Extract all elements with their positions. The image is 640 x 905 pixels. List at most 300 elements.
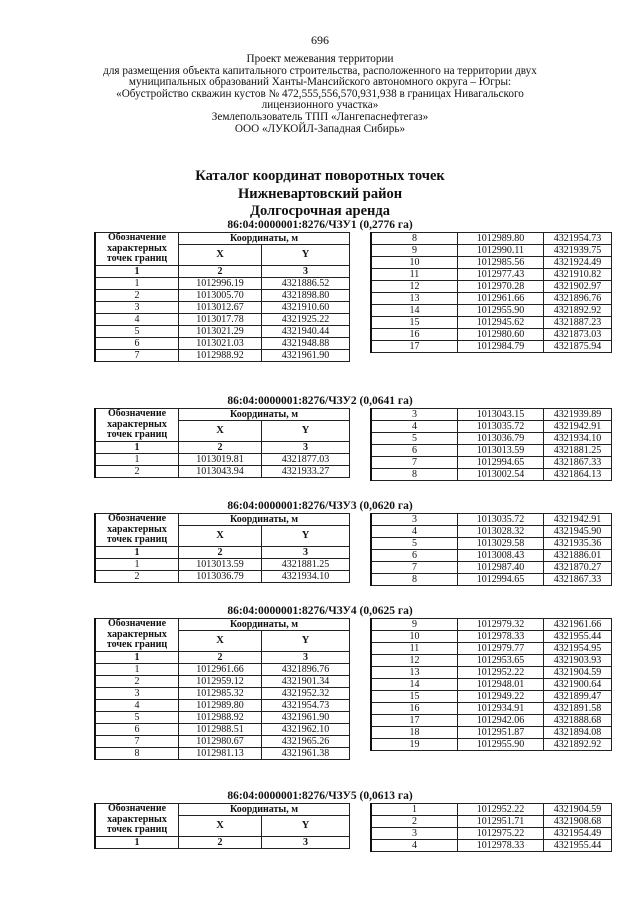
catalog-title: [0, 168, 640, 221]
y-coordinate: 4321892.92: [544, 305, 612, 317]
header-numbers-row: [95, 266, 350, 278]
point-number: 12: [371, 655, 458, 667]
title-line: Долгосрочная аренда: [250, 203, 390, 219]
table-row: [371, 679, 612, 691]
x-coordinate: 1012994.65: [458, 574, 544, 586]
x-coordinate: 1012988.92: [179, 712, 262, 724]
y-coordinate: 4321908.68: [544, 816, 612, 828]
point-number: 12: [371, 281, 458, 293]
table-row: [371, 269, 612, 281]
x-coordinate: 1012989.80: [458, 233, 544, 245]
x-coordinate: 1012978.33: [458, 631, 544, 643]
table-row: [371, 281, 612, 293]
header-column-number: 1: [95, 547, 179, 559]
header-point-label-line: характерных: [107, 242, 167, 254]
y-coordinate: 4321896.76: [262, 664, 350, 676]
table-row: [95, 454, 350, 466]
table-row: [371, 257, 612, 269]
table-row: [371, 816, 612, 828]
table-row: [95, 314, 350, 326]
section-title: 86:04:0000001:8276/ЧЗУ1 (0,2776 га): [227, 219, 413, 231]
header-x: X: [179, 631, 262, 652]
section-title: 86:04:0000001:8276/ЧЗУ2 (0,0641 га): [227, 395, 413, 407]
point-number: 19: [371, 739, 458, 751]
y-coordinate: 4321940.44: [262, 326, 350, 338]
x-coordinate: 1012980.60: [458, 329, 544, 341]
table-row: [371, 469, 612, 481]
x-coordinate: 1012948.01: [458, 679, 544, 691]
x-coordinate: 1012945.62: [458, 317, 544, 329]
table-row: [371, 233, 612, 245]
x-coordinate: 1013021.29: [179, 326, 262, 338]
point-number: 4: [371, 840, 458, 852]
header-numbers-row: [95, 547, 350, 559]
point-number: 1: [371, 804, 458, 816]
y-coordinate: 4321900.64: [544, 679, 612, 691]
x-coordinate: 1012942.06: [458, 715, 544, 727]
page-number: 696: [311, 33, 329, 47]
y-coordinate: 4321867.33: [544, 457, 612, 469]
table-row: [371, 727, 612, 739]
point-number: 17: [371, 341, 458, 353]
table-row: [371, 514, 612, 526]
point-number: 2: [95, 676, 179, 688]
y-coordinate: 4321939.89: [544, 409, 612, 421]
y-coordinate: 4321910.60: [262, 302, 350, 314]
header-point-label-line: Обозначение: [107, 618, 167, 630]
y-coordinate: 4321942.91: [544, 514, 612, 526]
table-row: [95, 559, 350, 571]
coordinates-table-right: [370, 618, 612, 751]
y-coordinate: 4321954.49: [544, 828, 612, 840]
point-number: 2: [95, 466, 179, 478]
point-number: 1: [95, 278, 179, 290]
point-number: 13: [371, 667, 458, 679]
point-number: 3: [95, 688, 179, 700]
table-row: [371, 828, 612, 840]
point-number: 15: [371, 317, 458, 329]
y-coordinate: 4321955.44: [544, 840, 612, 852]
header-column-number: 3: [262, 547, 350, 559]
header-point-label-line: Обозначение: [107, 803, 167, 815]
table-row: [371, 409, 612, 421]
header-point-label-line: Обозначение: [107, 408, 167, 420]
table-row: [371, 703, 612, 715]
table-row: [371, 619, 612, 631]
header-line: Проект межевания территории: [246, 53, 394, 65]
table-row: [371, 538, 612, 550]
y-coordinate: 4321935.36: [544, 538, 612, 550]
point-number: 16: [371, 703, 458, 715]
header-column-number: 2: [179, 266, 262, 278]
table-row: [371, 293, 612, 305]
header-numbers-row: [95, 837, 350, 849]
coordinates-table-left: [94, 232, 350, 362]
header-column-number: 1: [95, 442, 179, 454]
point-number: 3: [95, 302, 179, 314]
point-number: 3: [371, 409, 458, 421]
table-row: [95, 278, 350, 290]
y-coordinate: 4321961.38: [262, 748, 350, 760]
table-row: [371, 526, 612, 538]
table-row: [371, 574, 612, 586]
x-coordinate: 1012981.13: [179, 748, 262, 760]
header-y: Y: [262, 421, 350, 442]
x-coordinate: 1012994.65: [458, 457, 544, 469]
point-number: 10: [371, 257, 458, 269]
table-row: [371, 433, 612, 445]
table-row: [95, 466, 350, 478]
point-number: 2: [371, 816, 458, 828]
point-number: 6: [95, 338, 179, 350]
y-coordinate: 4321961.90: [262, 712, 350, 724]
x-coordinate: 1012951.87: [458, 727, 544, 739]
point-number: 11: [371, 643, 458, 655]
y-coordinate: 4321870.27: [544, 562, 612, 574]
header-point-label-line: характерных: [107, 523, 167, 535]
y-coordinate: 4321896.76: [544, 293, 612, 305]
x-coordinate: 1013021.03: [179, 338, 262, 350]
x-coordinate: 1013036.79: [458, 433, 544, 445]
point-number: 14: [371, 679, 458, 691]
header-y: Y: [262, 816, 350, 837]
point-number: 4: [371, 421, 458, 433]
table-row: [95, 571, 350, 583]
point-number: 5: [371, 433, 458, 445]
x-coordinate: 1012988.51: [179, 724, 262, 736]
point-number: 15: [371, 691, 458, 703]
y-coordinate: 4321962.10: [262, 724, 350, 736]
header-point-label-line: характерных: [107, 813, 167, 825]
point-number: 18: [371, 727, 458, 739]
section-title: 86:04:0000001:8276/ЧЗУ4 (0,0625 га): [227, 605, 413, 617]
header-column-number: 3: [262, 442, 350, 454]
x-coordinate: 1013036.79: [179, 571, 262, 583]
table-row: [95, 736, 350, 748]
header-column-number: 2: [179, 652, 262, 664]
table-row: [371, 329, 612, 341]
header-x: X: [179, 421, 262, 442]
y-coordinate: 4321924.49: [544, 257, 612, 269]
x-coordinate: 1012961.66: [179, 664, 262, 676]
point-number: 16: [371, 329, 458, 341]
x-coordinate: 1012989.80: [179, 700, 262, 712]
table-row: [95, 350, 350, 362]
point-number: 7: [95, 350, 179, 362]
table-row: [371, 550, 612, 562]
table-row: [371, 715, 612, 727]
header-numbers-row: [95, 652, 350, 664]
y-coordinate: 4321925.22: [262, 314, 350, 326]
x-coordinate: 1012949.22: [458, 691, 544, 703]
y-coordinate: 4321933.27: [262, 466, 350, 478]
x-coordinate: 1013043.94: [179, 466, 262, 478]
header-row: [95, 233, 350, 245]
coordinates-table-right: [370, 513, 612, 586]
x-coordinate: 1012951.71: [458, 816, 544, 828]
table-row: [95, 724, 350, 736]
point-number: 11: [371, 269, 458, 281]
header-column-number: 1: [95, 837, 179, 849]
header-point-label: [95, 409, 179, 442]
point-number: 9: [371, 245, 458, 257]
table-row: [371, 562, 612, 574]
y-coordinate: 4321873.03: [544, 329, 612, 341]
table-row: [371, 341, 612, 353]
y-coordinate: 4321901.34: [262, 676, 350, 688]
header-y: Y: [262, 245, 350, 266]
x-coordinate: 1013005.70: [179, 290, 262, 302]
x-coordinate: 1012990.11: [458, 245, 544, 257]
x-coordinate: 1012985.56: [458, 257, 544, 269]
table-row: [371, 840, 612, 852]
point-number: 8: [95, 748, 179, 760]
y-coordinate: 4321886.01: [544, 550, 612, 562]
table-row: [371, 691, 612, 703]
header-point-label-line: характерных: [107, 418, 167, 430]
point-number: 5: [95, 326, 179, 338]
title-line: Каталог координат поворотных точек: [195, 168, 445, 184]
header-line: муниципальных образований Ханты-Мансийского автономного округа – Югры:: [128, 76, 512, 89]
table-row: [371, 643, 612, 655]
x-coordinate: 1012955.90: [458, 305, 544, 317]
point-number: 5: [371, 538, 458, 550]
header-point-label-line: точек границ: [106, 253, 168, 265]
y-coordinate: 4321954.95: [544, 643, 612, 655]
y-coordinate: 4321894.08: [544, 727, 612, 739]
y-coordinate: 4321886.52: [262, 278, 350, 290]
x-coordinate: 1013012.67: [179, 302, 262, 314]
point-number: 7: [371, 457, 458, 469]
header-row: [95, 409, 350, 421]
header-column-number: 2: [179, 442, 262, 454]
coordinates-table-left: [94, 618, 350, 760]
coordinates-table-left: [94, 513, 350, 583]
header-column-number: 1: [95, 652, 179, 664]
x-coordinate: 1012934.91: [458, 703, 544, 715]
point-number: 7: [371, 562, 458, 574]
y-coordinate: 4321942.91: [544, 421, 612, 433]
x-coordinate: 1012952.22: [458, 667, 544, 679]
x-coordinate: 1013008.43: [458, 550, 544, 562]
y-coordinate: 4321881.25: [262, 559, 350, 571]
x-coordinate: 1012979.77: [458, 643, 544, 655]
x-coordinate: 1012952.22: [458, 804, 544, 816]
y-coordinate: 4321888.68: [544, 715, 612, 727]
section-title: 86:04:0000001:8276/ЧЗУ3 (0,0620 га): [227, 500, 413, 512]
header-column-number: 2: [179, 837, 262, 849]
header-column-number: 1: [95, 266, 179, 278]
x-coordinate: 1012953.65: [458, 655, 544, 667]
y-coordinate: 4321891.58: [544, 703, 612, 715]
y-coordinate: 4321939.75: [544, 245, 612, 257]
table-row: [371, 445, 612, 457]
table-row: [95, 338, 350, 350]
x-coordinate: 1012975.22: [458, 828, 544, 840]
header-column-number: 2: [179, 547, 262, 559]
header-numbers-row: [95, 442, 350, 454]
x-coordinate: 1012977.43: [458, 269, 544, 281]
x-coordinate: 1012979.32: [458, 619, 544, 631]
x-coordinate: 1013035.72: [458, 421, 544, 433]
y-coordinate: 4321867.33: [544, 574, 612, 586]
x-coordinate: 1013013.59: [179, 559, 262, 571]
point-number: 3: [371, 514, 458, 526]
header-point-label-line: точек границ: [106, 639, 168, 651]
table-row: [371, 739, 612, 751]
y-coordinate: 4321875.94: [544, 341, 612, 353]
y-coordinate: 4321961.90: [262, 350, 350, 362]
table-row: [95, 748, 350, 760]
x-coordinate: 1013043.15: [458, 409, 544, 421]
table-row: [95, 676, 350, 688]
header-line: «Обустройство скважин кустов № 472,555,556,570,931,938 в границах Нивагальского: [116, 87, 524, 100]
x-coordinate: 1012959.12: [179, 676, 262, 688]
header-row: [95, 514, 350, 526]
section-title: 86:04:0000001:8276/ЧЗУ5 (0,0613 га): [227, 790, 413, 802]
x-coordinate: 1012980.67: [179, 736, 262, 748]
point-number: 10: [371, 631, 458, 643]
header-point-label: [95, 804, 179, 837]
y-coordinate: 4321948.88: [262, 338, 350, 350]
y-coordinate: 4321934.10: [262, 571, 350, 583]
header-point-label-line: точек границ: [106, 534, 168, 546]
x-coordinate: 1012996.19: [179, 278, 262, 290]
point-number: 1: [95, 559, 179, 571]
table-row: [371, 457, 612, 469]
y-coordinate: 4321903.93: [544, 655, 612, 667]
point-number: 7: [95, 736, 179, 748]
table-row: [95, 712, 350, 724]
y-coordinate: 4321954.73: [262, 700, 350, 712]
y-coordinate: 4321902.97: [544, 281, 612, 293]
x-coordinate: 1012988.92: [179, 350, 262, 362]
point-number: 6: [371, 445, 458, 457]
x-coordinate: 1013017.78: [179, 314, 262, 326]
header-x: X: [179, 526, 262, 547]
point-number: 14: [371, 305, 458, 317]
point-number: 17: [371, 715, 458, 727]
table-row: [95, 302, 350, 314]
y-coordinate: 4321945.90: [544, 526, 612, 538]
y-coordinate: 4321910.82: [544, 269, 612, 281]
header-column-number: 3: [262, 266, 350, 278]
x-coordinate: 1012984.79: [458, 341, 544, 353]
header-line: ООО «ЛУКОЙЛ-Западная Сибирь»: [234, 122, 406, 135]
coordinates-table-right: [370, 803, 612, 852]
point-number: 8: [371, 233, 458, 245]
y-coordinate: 4321898.80: [262, 290, 350, 302]
header-point-label-line: характерных: [107, 628, 167, 640]
x-coordinate: 1012970.28: [458, 281, 544, 293]
x-coordinate: 1013035.72: [458, 514, 544, 526]
point-number: 2: [95, 571, 179, 583]
y-coordinate: 4321961.66: [544, 619, 612, 631]
header-line: лицензионного участка»: [261, 99, 379, 112]
x-coordinate: 1013028.32: [458, 526, 544, 538]
header-coordinates: Координаты, м: [179, 514, 350, 526]
coordinates-table-left: [94, 408, 350, 478]
header-coordinates: Координаты, м: [179, 409, 350, 421]
header-point-label-line: точек границ: [106, 824, 168, 836]
point-number: 8: [371, 574, 458, 586]
coordinates-table-right: [370, 408, 612, 481]
x-coordinate: 1013029.58: [458, 538, 544, 550]
table-row: [95, 290, 350, 302]
header-coordinates: Координаты, м: [179, 804, 350, 816]
header-point-label: [95, 619, 179, 652]
point-number: 13: [371, 293, 458, 305]
header-x: X: [179, 245, 262, 266]
point-number: 4: [371, 526, 458, 538]
header-point-label-line: Обозначение: [107, 513, 167, 525]
y-coordinate: 4321904.59: [544, 667, 612, 679]
header-x: X: [179, 816, 262, 837]
table-row: [371, 305, 612, 317]
y-coordinate: 4321955.44: [544, 631, 612, 643]
x-coordinate: 1012978.33: [458, 840, 544, 852]
table-row: [95, 700, 350, 712]
title-line: Нижневартовский район: [237, 185, 403, 202]
header-coordinates: Координаты, м: [179, 233, 350, 245]
y-coordinate: 4321899.47: [544, 691, 612, 703]
header-point-label: [95, 233, 179, 266]
header-row: [95, 619, 350, 631]
header-point-label: [95, 514, 179, 547]
y-coordinate: 4321877.03: [262, 454, 350, 466]
point-number: 5: [95, 712, 179, 724]
x-coordinate: 1012961.66: [458, 293, 544, 305]
header-column-number: 3: [262, 652, 350, 664]
table-row: [95, 688, 350, 700]
table-row: [371, 421, 612, 433]
y-coordinate: 4321965.26: [262, 736, 350, 748]
y-coordinate: 4321864.13: [544, 469, 612, 481]
header-column-number: 3: [262, 837, 350, 849]
y-coordinate: 4321887.23: [544, 317, 612, 329]
header-row: [95, 804, 350, 816]
x-coordinate: 1013013.59: [458, 445, 544, 457]
point-number: 2: [95, 290, 179, 302]
x-coordinate: 1012985.32: [179, 688, 262, 700]
table-row: [95, 664, 350, 676]
point-number: 6: [95, 724, 179, 736]
y-coordinate: 4321881.25: [544, 445, 612, 457]
point-number: 6: [371, 550, 458, 562]
table-row: [371, 631, 612, 643]
table-row: [371, 804, 612, 816]
point-number: 3: [371, 828, 458, 840]
point-number: 4: [95, 314, 179, 326]
point-number: 1: [95, 664, 179, 676]
y-coordinate: 4321892.92: [544, 739, 612, 751]
table-row: [371, 655, 612, 667]
header-line: для размещения объекта капитального строительства, расположенного на территории двух: [103, 64, 537, 77]
point-number: 4: [95, 700, 179, 712]
table-row: [371, 667, 612, 679]
x-coordinate: 1013002.54: [458, 469, 544, 481]
document-header: [0, 54, 640, 135]
coordinates-table-right: [370, 232, 612, 353]
x-coordinate: 1012987.40: [458, 562, 544, 574]
y-coordinate: 4321934.10: [544, 433, 612, 445]
y-coordinate: 4321952.32: [262, 688, 350, 700]
header-line: Землепользователь ТПП «Лангепаснефтегаз»: [211, 110, 429, 123]
table-row: [371, 245, 612, 257]
coordinates-table-left: [94, 803, 350, 849]
table-row: [95, 326, 350, 338]
point-number: 9: [371, 619, 458, 631]
